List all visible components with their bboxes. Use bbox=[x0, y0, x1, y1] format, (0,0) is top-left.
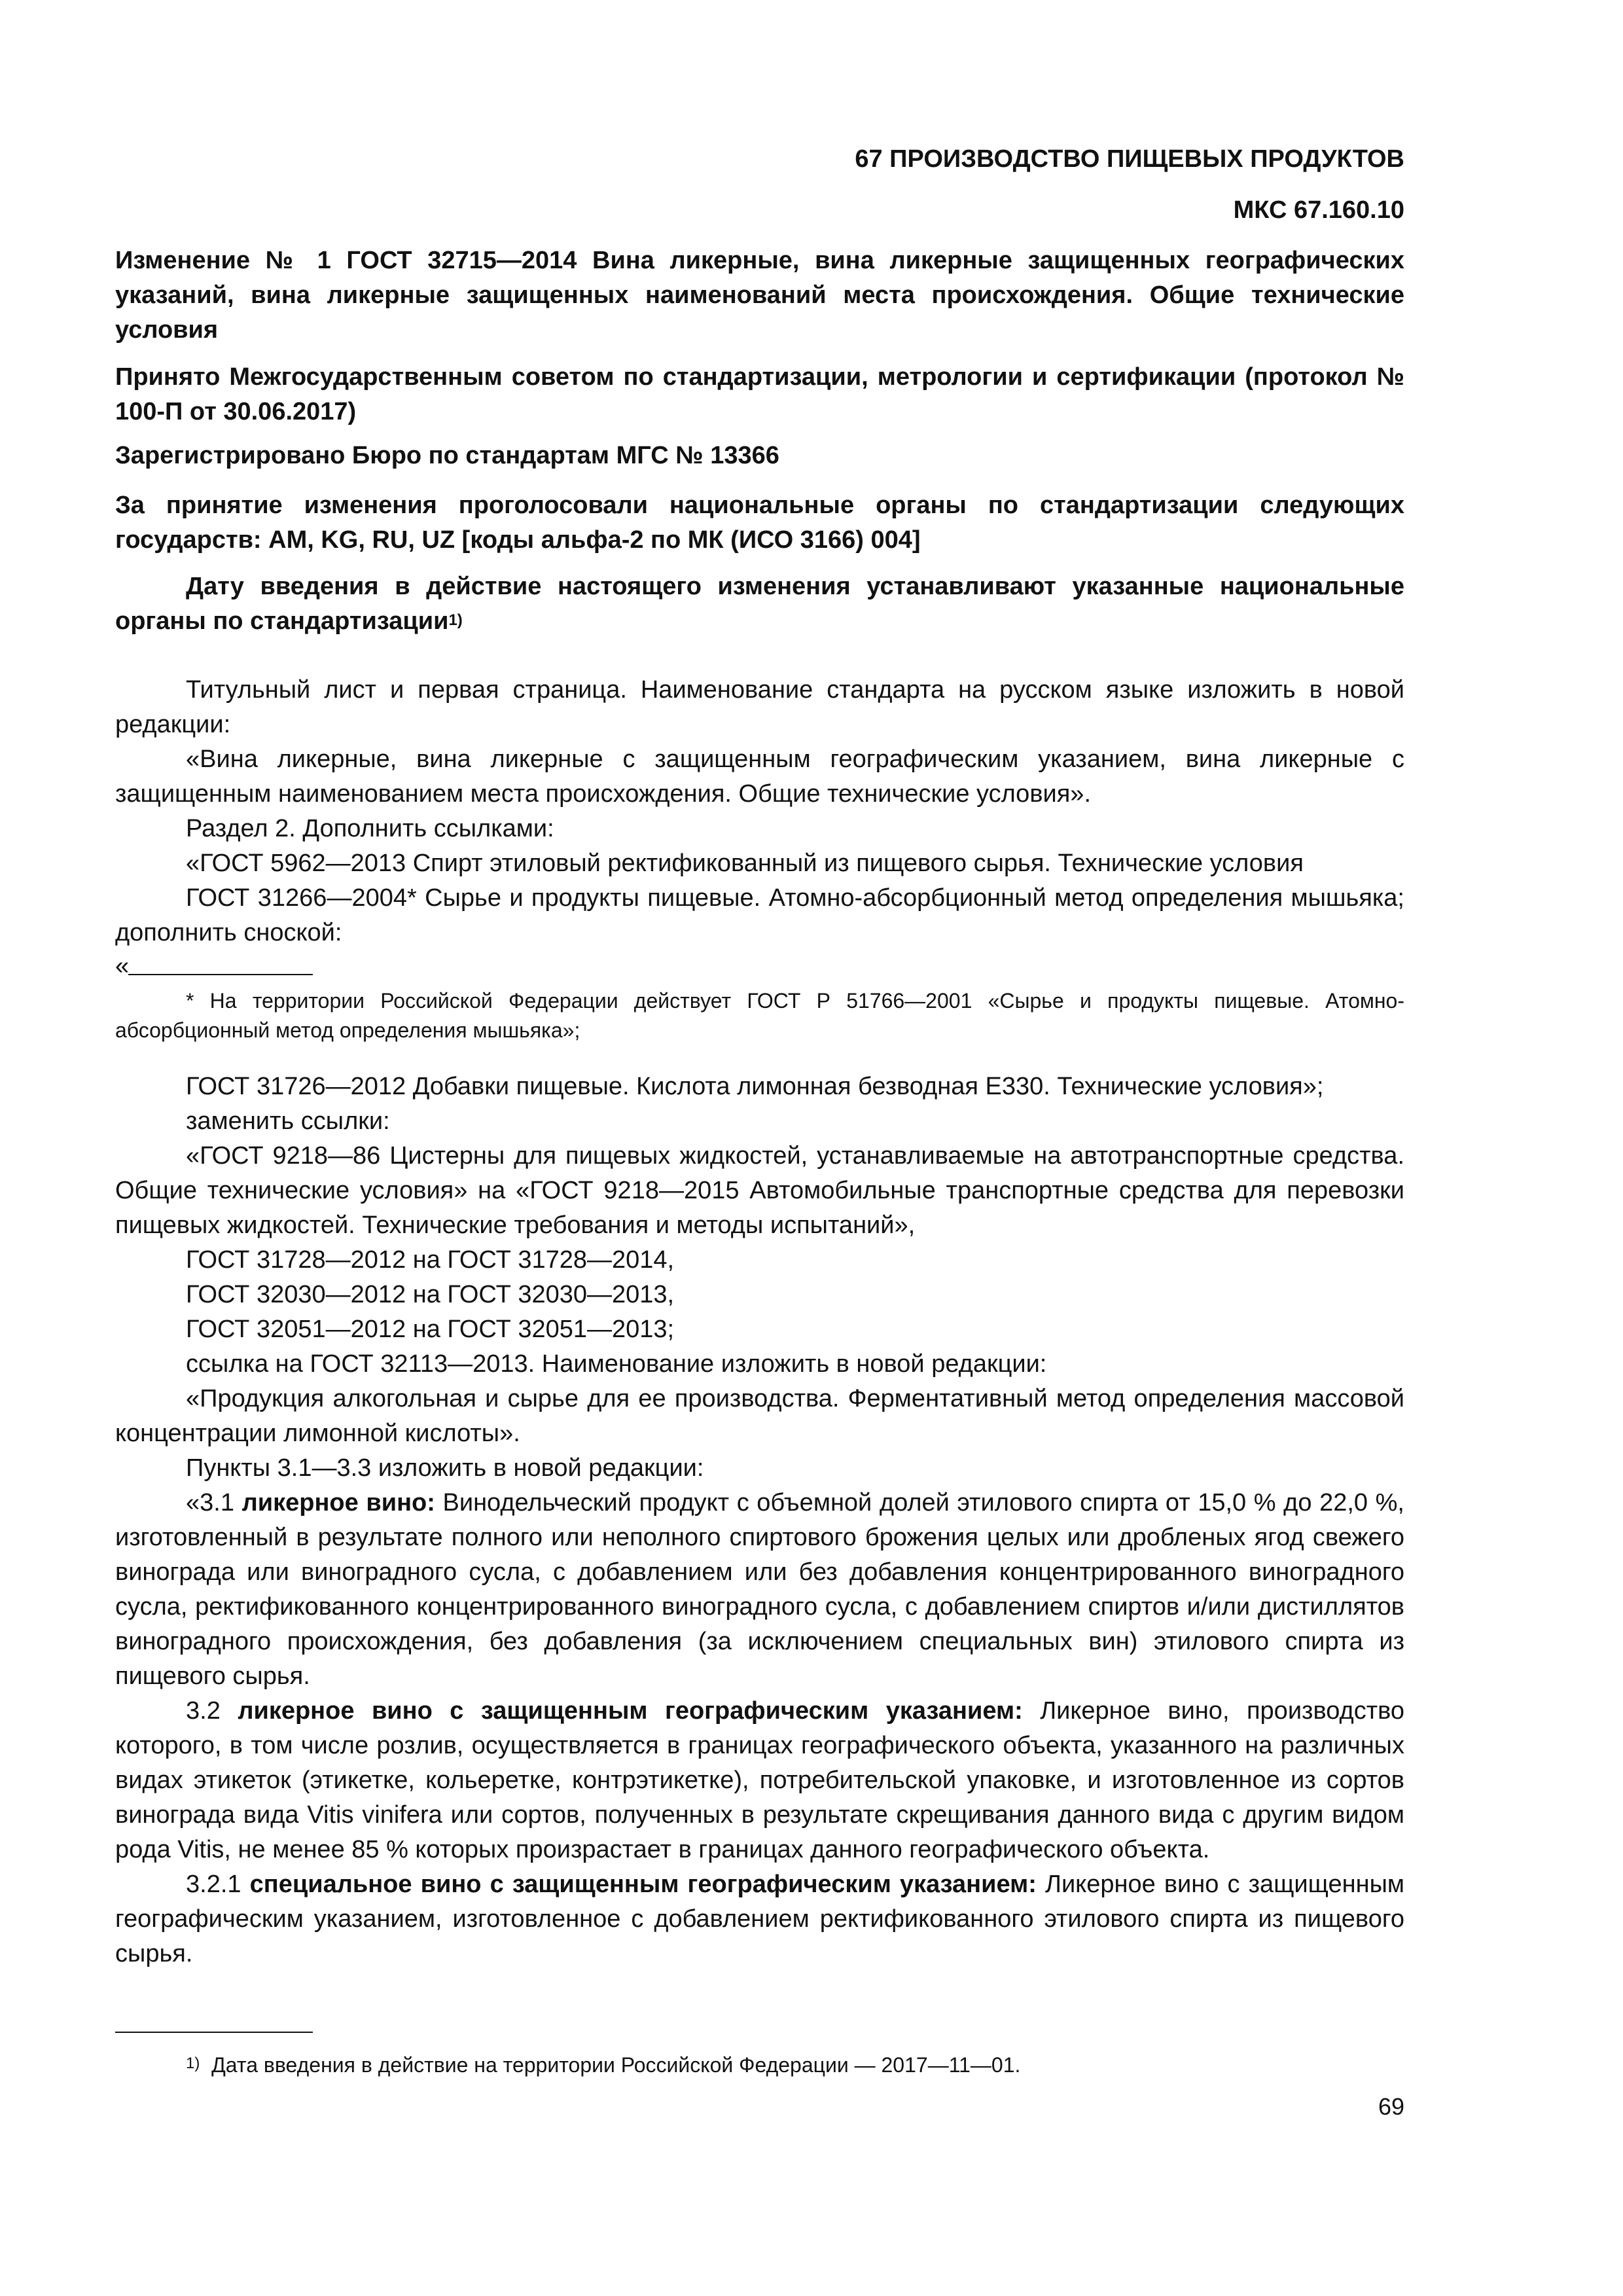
inline-note-rule bbox=[128, 974, 313, 975]
term: специальное вино с защищенным географическим указанием: bbox=[249, 1871, 1037, 1898]
paragraph: «Вина ликерные, вина ликерные с защищенным географическим указанием, вина ликерные с защищенным наименованием места происхождения. Общие технические условия». bbox=[115, 745, 1404, 808]
page-number: 69 bbox=[1378, 2093, 1404, 2120]
section-header: 67 ПРОИЗВОДСТВО ПИЩЕВЫХ ПРОДУКТОВ bbox=[855, 145, 1404, 173]
mks-code: МКС 67.160.10 bbox=[1233, 196, 1404, 224]
paragraph: ссылка на ГОСТ 32113—2013. Наименование изложить в новой редакции: bbox=[186, 1350, 1047, 1378]
definition-3-2: 3.2 ликерное вино с защищенным географическим указанием: Ликерное вино, производство которого, в том числе розлив, осуществляется в границах географического объекта, указанного на различных видах этикеток (этикетке, кольеретке, контрэтикетке), потребительской упаковке, и изготовленное из сортов винограда вида Vitis vinifera или сортов, полученных в результате скрещивания данного вида с другим видом рода Vitis, не менее 85 % которых произрастает в границах данного географического объекта. bbox=[115, 1697, 1405, 1863]
amendment-title: Изменение № 1 ГОСТ 32715—2014 Вина ликерные, вина ликерные защищенных географических указаний, вина ликерные защищенных наименований места происхождения. Общие технические условия bbox=[115, 247, 1404, 344]
paragraph: ГОСТ 31726—2012 Добавки пищевые. Кислота лимонная безводная Е330. Технические условия»; bbox=[186, 1073, 1324, 1100]
footnote-ref: 1) bbox=[448, 611, 463, 629]
definition-3-2-1: 3.2.1 специальное вино с защищенным географическим указанием: Ликерное вино с защищенным географическим указанием, изготовленное с добавлением ректификованного этилового спирта из пищевого сырья. bbox=[115, 1871, 1405, 1967]
paragraph: ГОСТ 32030—2012 на ГОСТ 32030—2013, bbox=[186, 1281, 675, 1308]
adopted-statement: Принято Межгосударственным советом по стандартизации, метрологии и сертификации (протокол № 100-П от 30.06.2017) bbox=[115, 363, 1404, 425]
footnote-mark: 1) bbox=[186, 2054, 200, 2072]
paragraph: «ГОСТ 5962—2013 Спирт этиловый ректификованный из пищевого сырья. Технические условия bbox=[186, 850, 1304, 877]
body-section-1 bbox=[115, 673, 1404, 950]
term: ликерное вино: bbox=[241, 1489, 435, 1516]
inline-footnote: * На территории Российской Федерации действует ГОСТ Р 51766—2001 «Сырье и продукты пищевые. Атомно-абсорбционный метод определения мышьяка»; bbox=[115, 989, 1404, 1042]
paragraph: Раздел 2. Дополнить ссылками: bbox=[186, 815, 554, 842]
registration-statement: Зарегистрировано Бюро по стандартам МГС № 13366 bbox=[115, 442, 779, 469]
body-section-2 bbox=[115, 1069, 1404, 1971]
footnote-rule bbox=[115, 2032, 313, 2033]
effective-text: Дату введения в действие настоящего изменения устанавливают указанные национальные органы по стандартизации bbox=[115, 573, 1404, 635]
definition-3-1: «3.1 ликерное вино: Винодельческий продукт с объемной долей этилового спирта от 15,0 % до 22,0 %, изготовленный в результате полного или неполного спиртового брожения целых или дробленых ягод свежего винограда или виноградного сусла, с добавлением или без добавления концентрированного виноградного сусла, ректификованного концентрированного виноградного сусла, с добавлением спиртов и/или дистиллятов виноградного происхождения, без добавления (за исключением специальных вин) этилового спирта из пищевого сырья. bbox=[115, 1489, 1404, 1690]
paragraph: заменить ссылки: bbox=[186, 1107, 390, 1135]
paragraph: ГОСТ 31266—2004* Сырье и продукты пищевые. Атомно-абсорбционный метод определения мышьяка; дополнить сноской: bbox=[115, 884, 1404, 946]
page-footnote: $^{1)}$ Дата введения в действие на территории Российской Федерации — 2017—11—01. bbox=[186, 2053, 1021, 2077]
voting-statement: За принятие изменения проголосовали национальные органы по стандартизации следующих государств: AM, KG, RU, UZ [коды альфа-2 по МК (ИСО 3166) 004] bbox=[115, 492, 1404, 554]
paragraph: ГОСТ 31728—2012 на ГОСТ 31728—2014, bbox=[186, 1246, 675, 1274]
paragraph: Пункты 3.1—3.3 изложить в новой редакции: bbox=[186, 1454, 704, 1482]
effective-date-statement bbox=[115, 569, 1404, 639]
paragraph: «Продукция алкогольная и сырье для ее производства. Ферментативный метод определения массовой концентрации лимонной кислоты». bbox=[115, 1385, 1404, 1447]
paragraph: Титульный лист и первая страница. Наименование стандарта на русском языке изложить в новой редакции: bbox=[115, 676, 1404, 738]
term: ликерное вино с защищенным географическим указанием: bbox=[238, 1697, 1023, 1725]
paragraph: «ГОСТ 9218—86 Цистерны для пищевых жидкостей, устанавливаемые на автотранспортные средства. Общие технические условия» на «ГОСТ 9218—2015 Автомобильные транспортные средства для перевозки пищевых жидкостей. Технические требования и методы испытаний», bbox=[115, 1142, 1404, 1239]
paragraph: ГОСТ 32051—2012 на ГОСТ 32051—2013; bbox=[186, 1316, 675, 1343]
inline-quote-mark: « bbox=[115, 952, 130, 980]
